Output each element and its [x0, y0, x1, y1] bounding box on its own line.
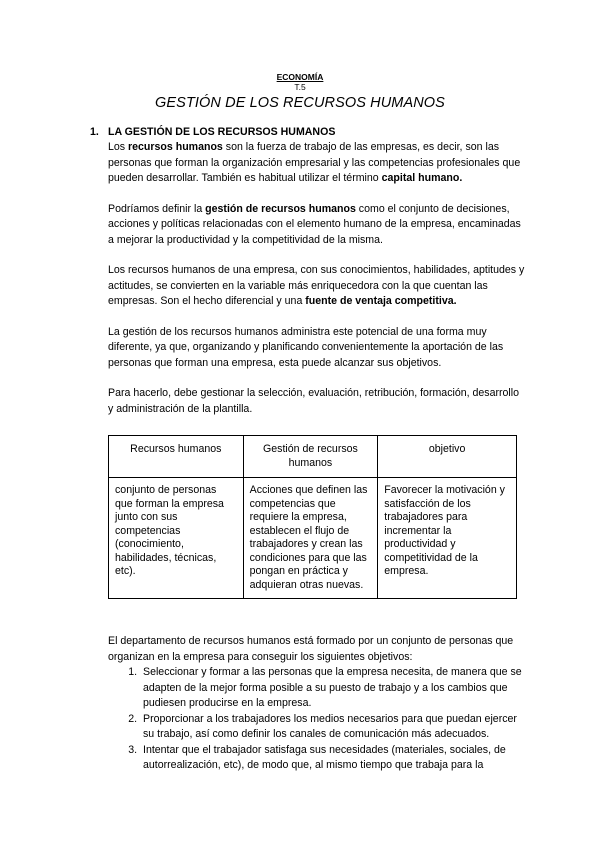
bold-term: fuente de ventaja competitiva.: [305, 295, 457, 307]
list-item: 3. Intentar que el trabajador satisfaga sus necesidades (materiales, sociales, de autorrealización, etc), de modo que, al mismo tiempo que trabaja para la: [140, 743, 526, 774]
list-item: 1. Seleccionar y formar a las personas que la empresa necesita, de manera que se adapten de la mejor forma posible a su puesto de trabajo y a los cambios que pudiesen producirse en la empresa.: [140, 665, 526, 712]
paragraph-ventaja-competitiva: [108, 263, 526, 310]
text-run: son la fuerza de trabajo de las empresas, es decir, son las personas que forman la organización empresarial y las competencias profesionales que pueden desarrollar. También es habitual utilizar el término: [108, 141, 521, 184]
table-header-cell: Recursos humanos: [109, 436, 244, 478]
paragraph-recursos-humanos: [108, 140, 526, 187]
text-run: Los: [108, 141, 129, 153]
document-header: [0, 72, 600, 113]
bold-term: gestión de recursos humanos: [205, 202, 356, 215]
paragraph-gestionar-plantilla: Para hacerlo, debe gestionar la selección, evaluación, retribución, formación, desarrollo y administración de la plantilla.: [108, 387, 520, 415]
subject-label: ECONOMÍA: [276, 72, 324, 82]
table-cell: conjunto de personas que forman la empresa junto con sus competencias (conocimiento, habilidades, técnicas, etc).: [109, 478, 244, 599]
table-header-cell: objetivo: [378, 436, 517, 478]
table-header-cell: Gestión de recursos humanos: [243, 436, 378, 478]
table-header-row: [109, 436, 517, 478]
document-body: [108, 125, 526, 774]
objectives-list: [108, 665, 526, 774]
table-row: [109, 478, 517, 599]
text-run: como el conjunto de decisiones, acciones y políticas relacionadas con el elemento humano de la empresa, encaminadas a mejorar la productividad y la competitividad de la misma.: [108, 202, 521, 246]
text-run: Los recursos humanos de una empresa, con sus conocimientos, habilidades, aptitudes y actitudes, se convierten en la variable más enriquecedora con la que cuentan las empresas. Son el hecho diferencial y una: [108, 264, 525, 307]
list-item: 2. Proporcionar a los trabajadores los medios necesarios para que puedan ejercer su trabajo, así como definir los canales de comunicación más adecuados.: [140, 712, 526, 743]
paragraph-departamento: El departamento de recursos humanos está formado por un conjunto de personas que organizan en la empresa para conseguir los siguientes objetivos:: [108, 635, 514, 663]
table-cell: Acciones que definen las competencias que requiere la empresa, establecen el flujo de trabajadores y crean las condiciones para que las pongan en práctica y adquieran otras nuevas.: [243, 478, 378, 599]
section-title: LA GESTIÓN DE LOS RECURSOS HUMANOS: [108, 126, 336, 138]
comparison-table: [108, 435, 517, 599]
paragraph-gestion-definicion: [108, 202, 526, 249]
text-run: Podríamos definir la: [108, 202, 206, 215]
table-cell: Favorecer la motivación y satisfacción de los trabajadores para incrementar la productividad y competitividad de la empresa.: [378, 478, 517, 599]
section-number: 1.: [90, 126, 99, 138]
bold-term: recursos humanos: [128, 141, 223, 153]
page-title: GESTIÓN DE LOS RECURSOS HUMANOS: [155, 95, 445, 111]
unit-label: T.5: [294, 82, 306, 92]
paragraph-potencial: La gestión de los recursos humanos administra este potencial de una forma muy diferente, ya que, organizando y planificando convenientemente la aportación de las personas que forman una empresa, esta puede alcanzar sus objetivos.: [108, 325, 504, 369]
bold-term: capital humano.: [381, 172, 463, 184]
